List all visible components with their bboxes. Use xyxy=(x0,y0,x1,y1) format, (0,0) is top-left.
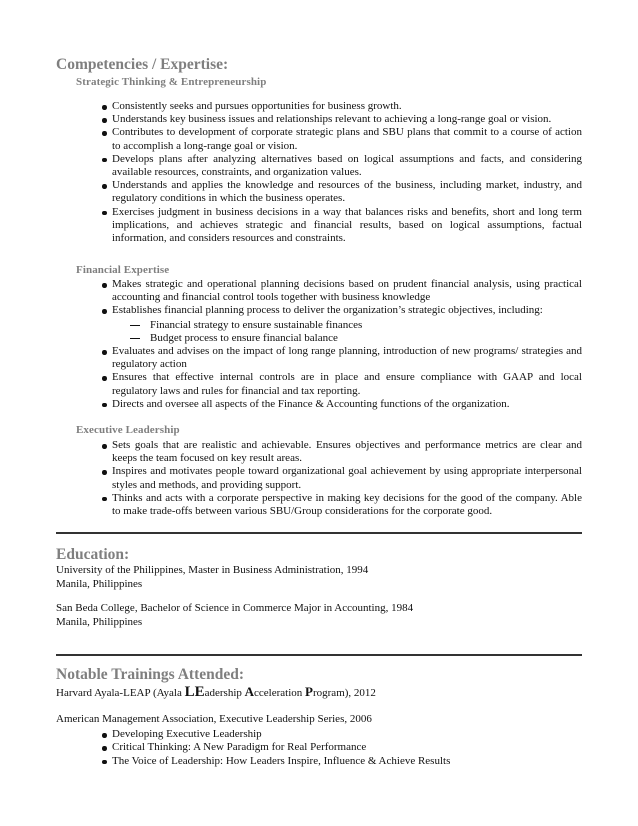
financial-sub-list xyxy=(112,319,582,345)
bullet-icon xyxy=(102,118,107,123)
section-divider xyxy=(56,532,582,534)
bullet-icon xyxy=(102,470,107,475)
education-entry-2-line2: Manila, Philippines xyxy=(56,616,143,628)
ama-list xyxy=(0,728,450,768)
list-item: Financial strategy to ensure sustainable finances xyxy=(112,319,582,332)
list-item: Developing Executive Leadership xyxy=(0,728,450,741)
list-item: Evaluates and advises on the impact of long range planning, introduction of new programs/ strategies and regulatory action xyxy=(0,345,638,371)
bullet-icon xyxy=(102,403,107,408)
list-item: Directs and oversee all aspects of the Finance & Accounting functions of the organization. xyxy=(0,398,638,411)
list-item: Develops plans after analyzing alternatives based on logical assumptions and facts, and considering available resources, constraints, and organization values. xyxy=(0,153,638,179)
strategic-heading: Strategic Thinking & Entrepreneurship xyxy=(76,76,267,88)
financial-heading: Financial Expertise xyxy=(76,264,170,276)
bullet-icon xyxy=(102,497,107,502)
bullet-icon xyxy=(102,211,107,216)
list-item: Ensures that effective internal controls are in place and ensure compliance with GAAP and local regulatory laws and rules for financial and tax reporting. xyxy=(0,371,638,397)
education-entry-2-line1: San Beda College, Bachelor of Science in Commerce Major in Accounting, 1984 xyxy=(56,602,414,614)
bullet-icon xyxy=(102,184,107,189)
competencies-title: Competencies / Expertise: xyxy=(56,56,229,73)
list-item: Exercises judgment in business decisions in a way that balances risks and benefits, short and long term implications, and achieves strategic and financial results, based on logical assumptions, factual information, and considers resources and constraints. xyxy=(0,206,638,246)
bullet-icon xyxy=(102,350,107,355)
financial-list xyxy=(0,278,638,411)
list-item: Critical Thinking: A New Paradigm for Real Performance xyxy=(0,741,450,754)
executive-heading: Executive Leadership xyxy=(76,424,180,436)
bullet-icon xyxy=(102,733,107,738)
bullet-icon xyxy=(102,105,107,110)
bullet-icon xyxy=(102,131,107,136)
strategic-list xyxy=(0,100,638,245)
dash-icon xyxy=(130,325,140,326)
executive-list xyxy=(0,439,638,518)
list-item: Makes strategic and operational planning decisions based on prudent financial analysis, using practical accounting and financial control tools together with business knowledge xyxy=(0,278,638,304)
dash-icon xyxy=(130,338,140,339)
bullet-icon xyxy=(102,158,107,163)
bullet-icon xyxy=(102,283,107,288)
list-item: Inspires and motivates people toward organizational goal achievement by using appropriate interpersonal styles and methods, and providing support. xyxy=(0,465,638,491)
education-entry-1-line1: University of the Philippines, Master in Business Administration, 1994 xyxy=(56,564,369,576)
list-item: Establishes financial planning process to deliver the organization’s strategic objectives, including: Financial strategy to ensure sustainable finances Budget process to ensure financial balance xyxy=(0,304,638,345)
bullet-icon xyxy=(102,746,107,751)
bullet-icon xyxy=(102,760,107,765)
training-ama: American Management Association, Executive Leadership Series, 2006 xyxy=(56,713,372,725)
list-item: The Voice of Leadership: How Leaders Inspire, Influence & Achieve Results xyxy=(0,755,450,768)
list-item: Budget process to ensure financial balance xyxy=(112,332,582,345)
bullet-icon xyxy=(102,309,107,314)
education-title: Education: xyxy=(56,546,130,563)
section-divider xyxy=(56,654,582,656)
bullet-icon xyxy=(102,444,107,449)
list-item: Sets goals that are realistic and achievable. Ensures objectives and performance metrics are clear and keeps the team focused on key result areas. xyxy=(0,439,638,465)
bullet-icon xyxy=(102,376,107,381)
list-item: Understands and applies the knowledge and resources of the business, including market, industry, and regulatory conditions in which the business operates. xyxy=(0,179,638,205)
trainings-title: Notable Trainings Attended: xyxy=(56,666,245,683)
list-item: Consistently seeks and pursues opportunities for business growth. xyxy=(0,100,638,113)
training-leap: Harvard Ayala-LEAP (Ayala LEadership Acceleration Program), 2012 xyxy=(56,684,376,700)
list-item: Contributes to development of corporate strategic plans and SBU plans that commit to a course of action to accomplish a long-range goal or vision. xyxy=(0,126,638,152)
list-item: Thinks and acts with a corporate perspective in making key decisions for the good of the company. Able to make trade-offs between various SBU/Group considerations for the corporate good. xyxy=(0,492,638,518)
education-entry-1-line2: Manila, Philippines xyxy=(56,578,143,590)
list-item: Understands key business issues and relationships relevant to achieving a long-range goal or vision. xyxy=(0,113,638,126)
